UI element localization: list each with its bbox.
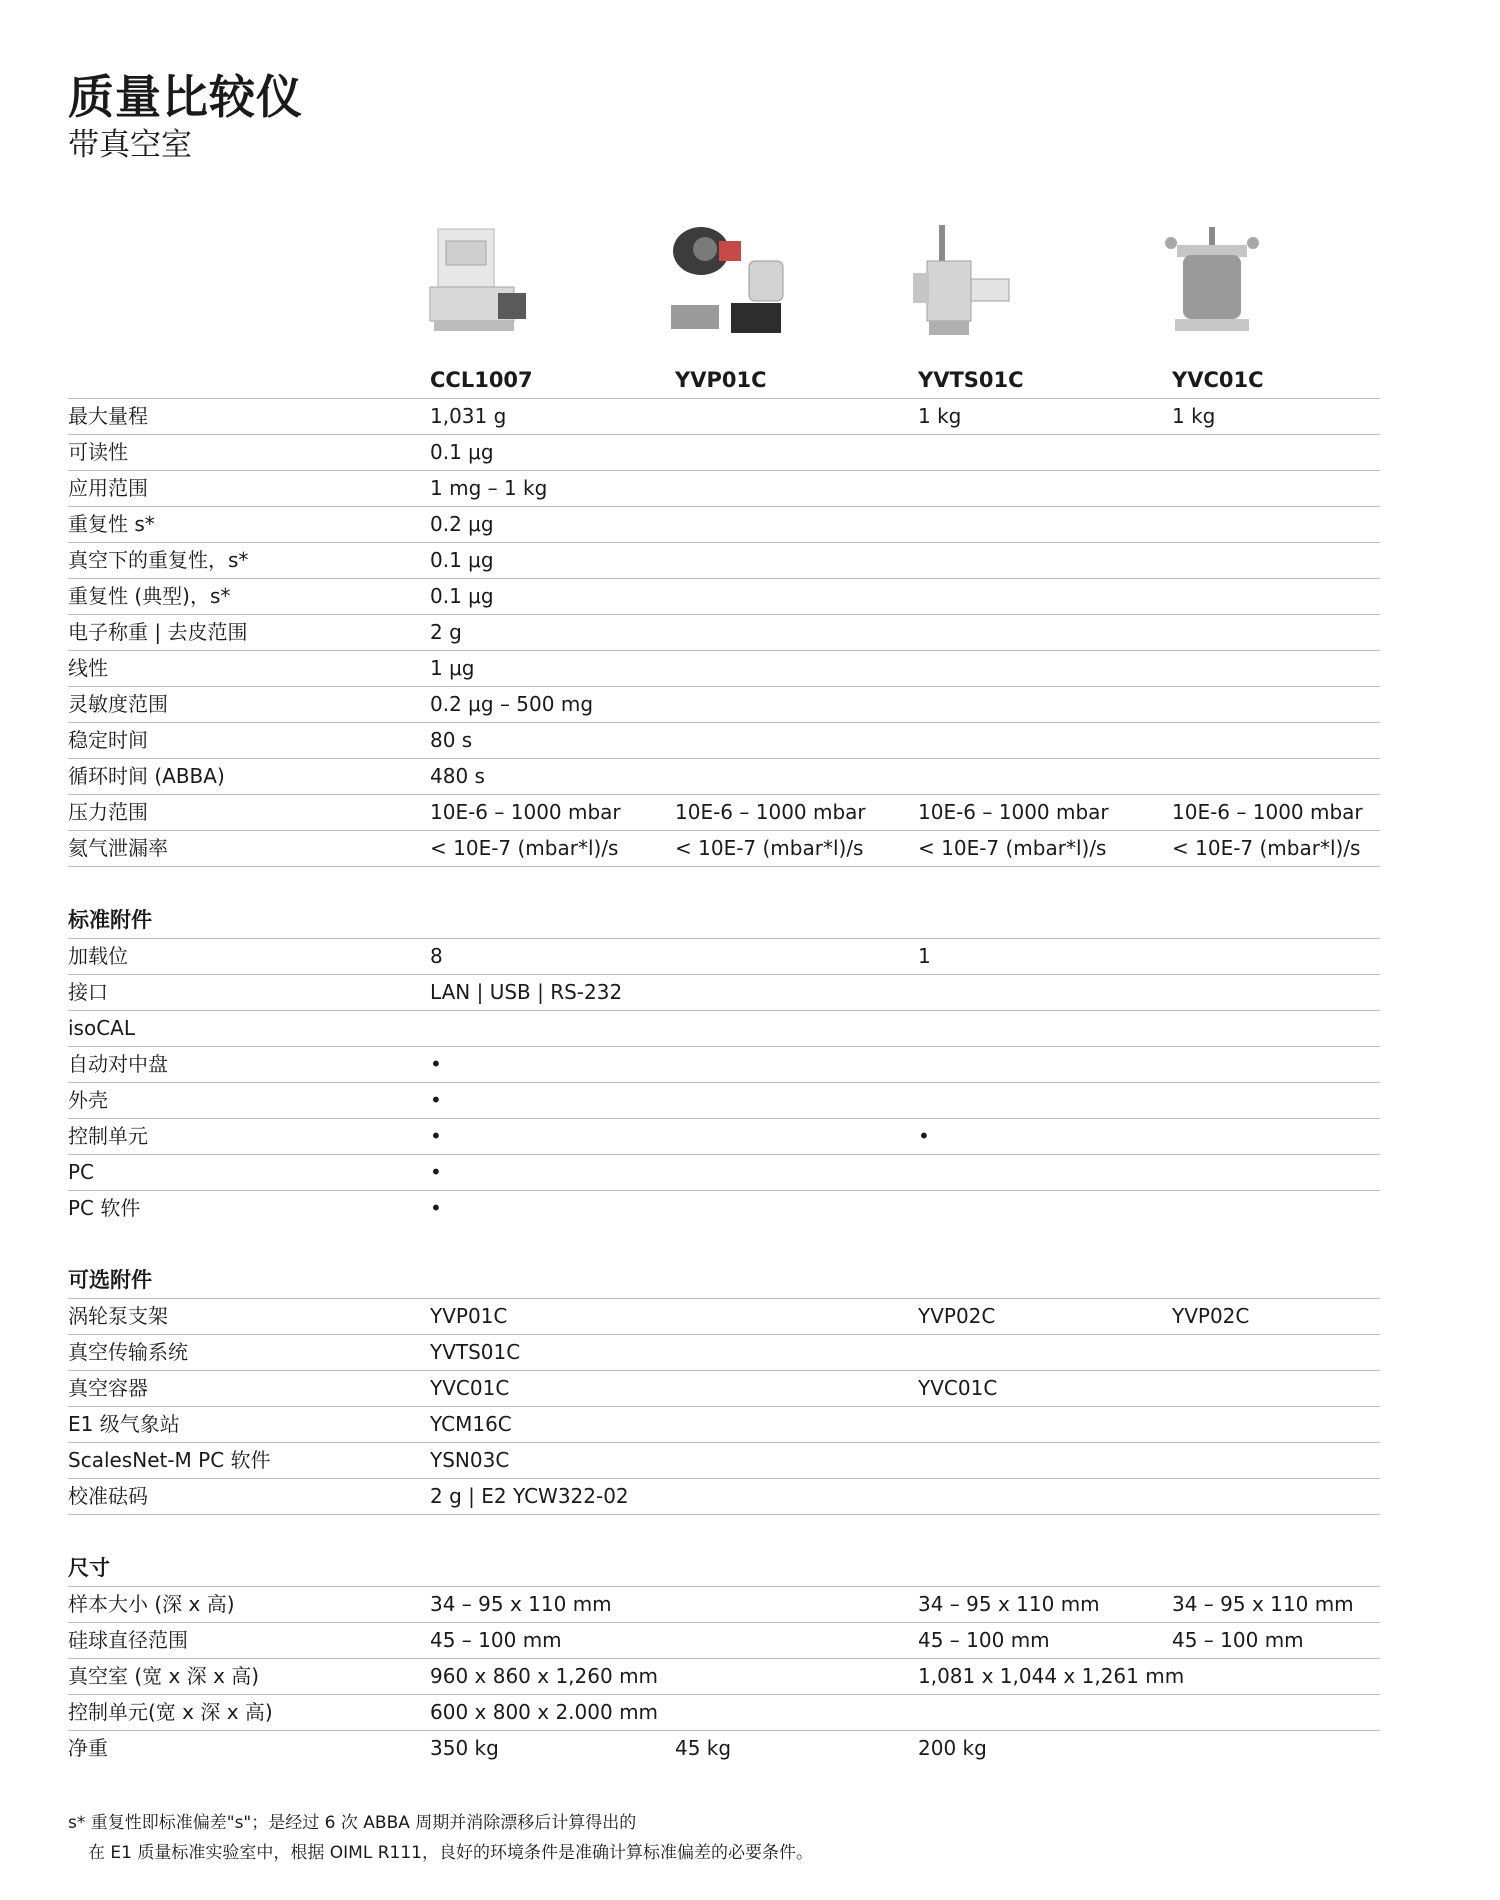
row-value: • — [918, 1124, 930, 1148]
row-label: 可读性 — [68, 440, 128, 464]
row-value: 200 kg — [918, 1736, 987, 1760]
table-row — [68, 1298, 1380, 1335]
table-row — [68, 578, 1380, 615]
row-value: 1,081 x 1,044 x 1,261 mm — [918, 1664, 1185, 1688]
row-value: YVP02C — [1172, 1304, 1250, 1328]
table-row — [68, 1370, 1380, 1407]
table-header-row — [68, 362, 1380, 399]
page-subtitle: 带真空室 — [68, 127, 192, 163]
table-row — [68, 1478, 1380, 1515]
row-value: 1 — [918, 944, 931, 968]
section-title: 尺寸 — [68, 1556, 110, 1580]
row-value: 45 – 100 mm — [430, 1628, 562, 1652]
section-title: 标准附件 — [68, 908, 152, 932]
row-value: 45 – 100 mm — [918, 1628, 1050, 1652]
section-header — [68, 1550, 1380, 1587]
row-label: 控制单元 — [68, 1124, 148, 1148]
row-value: • — [430, 1052, 442, 1076]
row-value: 80 s — [430, 728, 473, 752]
table-row — [68, 1658, 1380, 1695]
table-row — [68, 1730, 1380, 1766]
row-label: 自动对中盘 — [68, 1052, 168, 1076]
table-row — [68, 938, 1380, 975]
row-label: 控制单元(宽 x 深 x 高) — [68, 1700, 273, 1724]
table-row — [68, 1334, 1380, 1371]
row-label: E1 级气象站 — [68, 1412, 180, 1436]
product-image-yvp01c — [665, 215, 795, 345]
row-value: YVP01C — [430, 1304, 508, 1328]
product-images — [420, 215, 1380, 345]
row-label: 循环时间 (ABBA) — [68, 764, 225, 788]
row-value: 0.1 μg — [430, 440, 494, 464]
product-image-yvts01c — [905, 215, 1025, 345]
row-value: 45 – 100 mm — [1172, 1628, 1304, 1652]
row-value: YVC01C — [430, 1376, 510, 1400]
row-value: 34 – 95 x 110 mm — [430, 1592, 612, 1616]
table-row — [68, 1046, 1380, 1083]
table-row — [68, 1622, 1380, 1659]
row-label: PC 软件 — [68, 1196, 141, 1220]
row-label: isoCAL — [68, 1016, 136, 1040]
section-title: 可选附件 — [68, 1268, 152, 1292]
row-value: • — [430, 1160, 442, 1184]
row-value: 0.1 μg — [430, 584, 494, 608]
row-label: 压力范围 — [68, 800, 148, 824]
row-label: 应用范围 — [68, 476, 148, 500]
row-value: • — [430, 1196, 442, 1220]
row-value: 0.2 μg – 500 mg — [430, 692, 594, 716]
row-value: YVTS01C — [430, 1340, 521, 1364]
row-value: 8 — [430, 944, 443, 968]
row-label: 外壳 — [68, 1088, 108, 1112]
row-value: • — [430, 1088, 442, 1112]
row-value: < 10E-7 (mbar*l)/s — [918, 836, 1107, 860]
table-row — [68, 758, 1380, 795]
row-value: 2 g — [430, 620, 462, 644]
footnote-line-2: 在 E1 质量标准实验室中，根据 OIML R111，良好的环境条件是准确计算标准偏差的必要条件。 — [88, 1843, 813, 1863]
footnote-line-1: s* 重复性即标准偏差"s"；是经过 6 次 ABBA 周期并消除漂移后计算得出的 — [68, 1813, 637, 1833]
row-label: 接口 — [68, 980, 108, 1004]
row-value: 1 mg – 1 kg — [430, 476, 548, 500]
row-label: 真空传输系统 — [68, 1340, 188, 1364]
row-label: 硅球直径范围 — [68, 1628, 188, 1652]
row-value: 10E-6 – 1000 mbar — [430, 800, 621, 824]
table-row — [68, 1694, 1380, 1731]
table-row — [68, 794, 1380, 831]
row-label: 重复性 s* — [68, 512, 155, 536]
table-row — [68, 1154, 1380, 1191]
row-value: < 10E-7 (mbar*l)/s — [430, 836, 619, 860]
row-label: 净重 — [68, 1736, 108, 1760]
row-value: 10E-6 – 1000 mbar — [918, 800, 1109, 824]
row-value: 350 kg — [430, 1736, 499, 1760]
row-label: 电子称重 | 去皮范围 — [68, 620, 248, 644]
row-label: PC — [68, 1160, 95, 1184]
row-label: 最大量程 — [68, 404, 148, 428]
table-row — [68, 722, 1380, 759]
table-row — [68, 650, 1380, 687]
row-value: 1 kg — [918, 404, 962, 428]
row-value: 0.2 μg — [430, 512, 494, 536]
table-row — [68, 506, 1380, 543]
row-label: 样本大小 (深 x 高) — [68, 1592, 235, 1616]
table-row — [68, 398, 1380, 435]
row-value: • — [430, 1124, 442, 1148]
row-value: 2 g | E2 YCW322-02 — [430, 1484, 629, 1508]
row-value: 960 x 860 x 1,260 mm — [430, 1664, 659, 1688]
table-row — [68, 1442, 1380, 1479]
row-label: 重复性 (典型)，s* — [68, 584, 231, 608]
table-row — [68, 1190, 1380, 1226]
column-header: CCL1007 — [430, 368, 533, 392]
row-label: 涡轮泵支架 — [68, 1304, 168, 1328]
row-value: YCM16C — [430, 1412, 512, 1436]
column-header: YVTS01C — [918, 368, 1024, 392]
row-value: YVC01C — [918, 1376, 998, 1400]
row-value: 1 kg — [1172, 404, 1216, 428]
row-value: < 10E-7 (mbar*l)/s — [675, 836, 864, 860]
row-value: YSN03C — [430, 1448, 510, 1472]
row-label: 真空下的重复性，s* — [68, 548, 249, 572]
page-title: 质量比较仪 — [68, 70, 303, 124]
row-label: 真空室 (宽 x 深 x 高) — [68, 1664, 260, 1688]
table-row — [68, 470, 1380, 507]
row-label: 灵敏度范围 — [68, 692, 168, 716]
table-row — [68, 1118, 1380, 1155]
row-label: 氦气泄漏率 — [68, 836, 168, 860]
row-value: 10E-6 – 1000 mbar — [675, 800, 866, 824]
row-value: YVP02C — [918, 1304, 996, 1328]
row-value: 34 – 95 x 110 mm — [918, 1592, 1100, 1616]
row-value: 34 – 95 x 110 mm — [1172, 1592, 1354, 1616]
table-row — [68, 1586, 1380, 1623]
row-value: 0.1 μg — [430, 548, 494, 572]
table-row — [68, 686, 1380, 723]
column-header: YVC01C — [1172, 368, 1264, 392]
row-label: 稳定时间 — [68, 728, 148, 752]
table-row — [68, 1082, 1380, 1119]
footnote — [68, 1808, 813, 1868]
row-label: 线性 — [68, 656, 108, 680]
table-row — [68, 830, 1380, 867]
row-value: 45 kg — [675, 1736, 732, 1760]
table-row — [68, 434, 1380, 471]
table-row — [68, 1010, 1380, 1047]
row-value: 10E-6 – 1000 mbar — [1172, 800, 1363, 824]
row-value: < 10E-7 (mbar*l)/s — [1172, 836, 1361, 860]
section-header — [68, 1262, 1380, 1299]
column-header: YVP01C — [675, 368, 767, 392]
table-row — [68, 542, 1380, 579]
row-value: 480 s — [430, 764, 485, 788]
row-label: 校准砝码 — [68, 1484, 148, 1508]
section-header — [68, 902, 1380, 939]
row-value: 1,031 g — [430, 404, 507, 428]
row-value: LAN | USB | RS-232 — [430, 980, 623, 1004]
row-label: ScalesNet-M PC 软件 — [68, 1448, 271, 1472]
row-value: 1 μg — [430, 656, 475, 680]
row-value: 600 x 800 x 2.000 mm — [430, 1700, 659, 1724]
row-label: 真空容器 — [68, 1376, 148, 1400]
product-image-ccl1007 — [420, 215, 540, 345]
product-image-yvc01c — [1155, 215, 1275, 345]
table-row — [68, 1406, 1380, 1443]
table-row — [68, 614, 1380, 651]
table-row — [68, 974, 1380, 1011]
row-label: 加载位 — [68, 944, 128, 968]
